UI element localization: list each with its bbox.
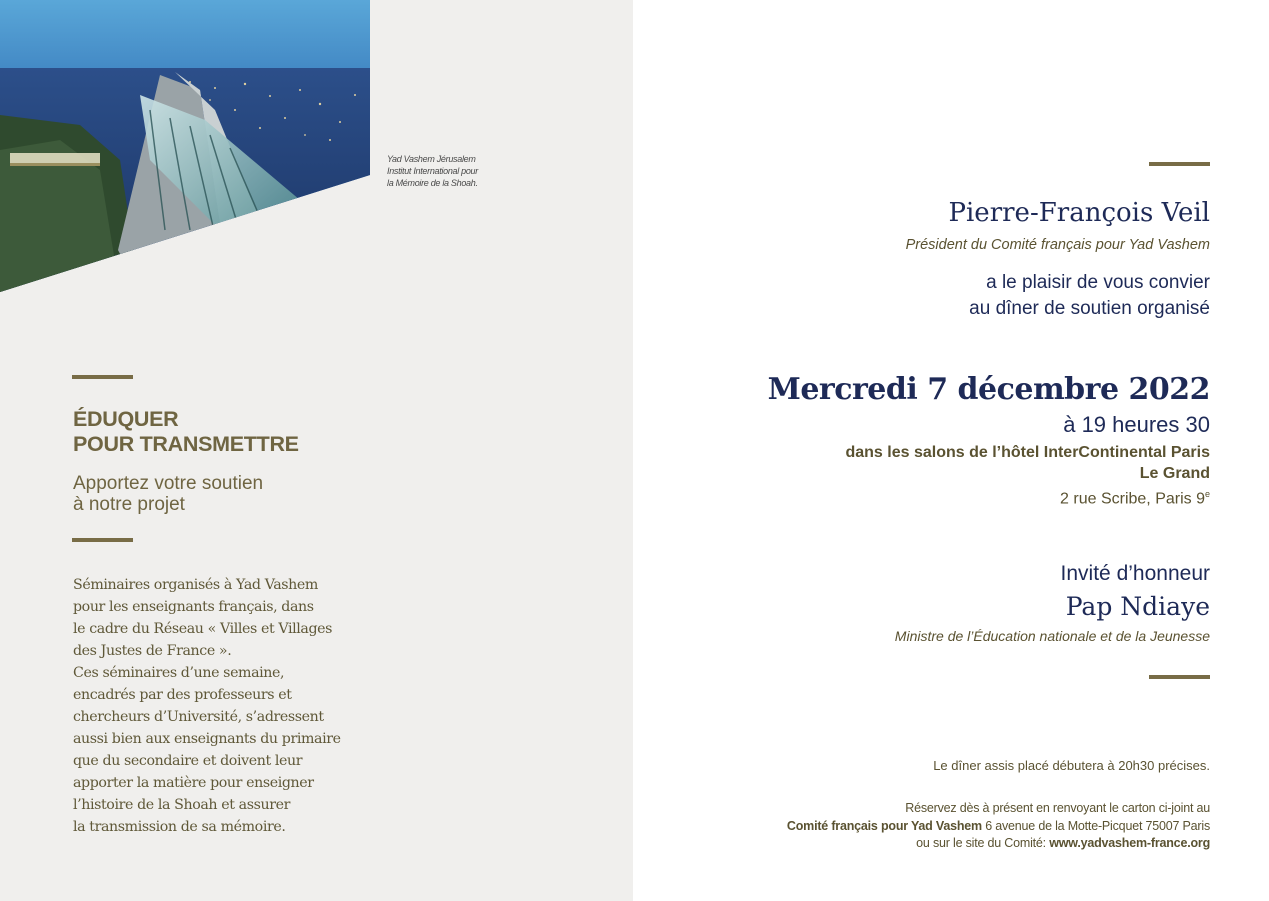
venue-address (845, 484, 1210, 509)
body-line: Ces séminaires d’une semaine, (73, 665, 285, 681)
reserve-address-line (787, 818, 1210, 836)
body-line: des Justes de France ». (73, 643, 232, 659)
host-name: Pierre-François Veil (948, 198, 1210, 228)
venue-line: dans les salons de l’hôtel InterContinental Paris (845, 444, 1210, 461)
body-line: pour les enseignants français, dans (73, 599, 314, 615)
body-line: encadrés par des professeurs et (73, 687, 292, 703)
committee-address: 6 avenue de la Motte-Picquet 75007 Paris (981, 818, 1210, 833)
address-text: 2 rue Scribe, Paris 9 (1060, 490, 1205, 508)
site-prefix: ou sur le site du Comité: (916, 836, 1050, 850)
body-line: apporter la matière pour enseigner (73, 775, 314, 791)
divider-rule (72, 375, 133, 379)
body-line: que du secondaire et doivent leur (73, 753, 303, 769)
left-panel (0, 0, 633, 901)
project-description (73, 574, 341, 838)
guest-label: Invité d’honneur (1060, 562, 1210, 585)
invite-line: au dîner de soutien organisé (969, 298, 1210, 319)
body-line: la transmission de sa mémoire. (73, 819, 286, 835)
address-suffix: e (1204, 489, 1210, 499)
caption-line: la Mémoire de la Shoah. (387, 178, 478, 188)
reserve-site-line (787, 835, 1210, 853)
invitation-text (969, 270, 1210, 322)
event-time: à 19 heures 30 (1063, 412, 1210, 437)
reservation-info (787, 800, 1210, 853)
event-venue (845, 442, 1210, 509)
divider-rule (1149, 675, 1210, 679)
committee-name: Comité français pour Yad Vashem (786, 818, 982, 833)
event-date: Mercredi 7 décembre 2022 (767, 372, 1210, 407)
caption-line: Yad Vashem Jérusalem (387, 154, 476, 164)
subheading-line: à notre projet (73, 494, 185, 515)
body-line: chercheurs d’Université, s’adressent (73, 709, 324, 725)
website-link[interactable]: www.yadvashem-france.org (1049, 836, 1210, 850)
reserve-line: Réservez dès à présent en renvoyant le carton ci-joint au (905, 801, 1210, 815)
photo-caption (387, 153, 507, 189)
heading-line: POUR TRANSMETTRE (73, 432, 299, 456)
dinner-note: Le dîner assis placé débutera à 20h30 précises. (933, 758, 1210, 773)
section-subheading (73, 473, 263, 515)
host-title: Président du Comité français pour Yad Vashem (905, 237, 1210, 253)
heading-line: ÉDUQUER (73, 407, 179, 431)
divider-rule (72, 538, 133, 542)
divider-rule (1149, 162, 1210, 166)
subheading-line: Apportez votre soutien (73, 473, 264, 494)
body-line: le cadre du Réseau « Villes et Villages (73, 621, 333, 637)
body-line: Séminaires organisés à Yad Vashem (73, 577, 318, 593)
invite-line: a le plaisir de vous convier (986, 272, 1210, 293)
body-line: l’histoire de la Shoah et assurer (73, 797, 290, 813)
venue-name: Le Grand (1139, 465, 1210, 482)
caption-line: Institut International pour (387, 166, 478, 176)
yad-vashem-memorial-photo (0, 0, 370, 292)
guest-name: Pap Ndiaye (1065, 592, 1210, 621)
body-line: aussi bien aux enseignants du primaire (73, 731, 341, 747)
guest-title: Ministre de l’Éducation nationale et de la Jeunesse (894, 628, 1210, 644)
section-heading (73, 407, 299, 457)
right-panel (633, 0, 1269, 901)
